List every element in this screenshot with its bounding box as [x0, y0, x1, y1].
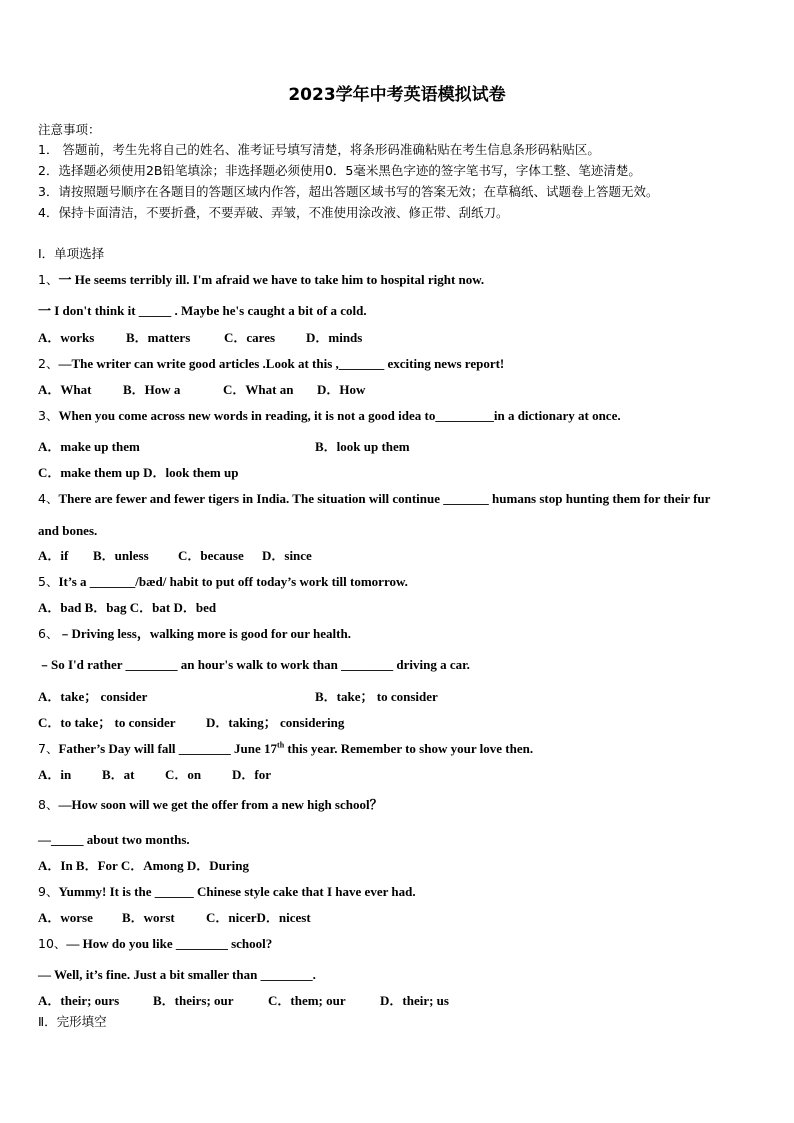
- question-3: [38, 408, 621, 424]
- option-b[interactable]: B．at: [102, 767, 135, 782]
- option-c[interactable]: C．on: [165, 767, 202, 782]
- option-c[interactable]: C．because: [178, 548, 244, 563]
- question-10: [38, 936, 272, 952]
- question-7: [38, 741, 533, 757]
- option-d[interactable]: D．minds: [306, 330, 363, 345]
- question-1: [38, 272, 484, 288]
- question-stem: 一 He seems terribly ill. I'm afraid we have to take him to hospital right now.: [58, 272, 485, 287]
- option-d[interactable]: D．How: [317, 382, 366, 397]
- question-1-line2: 一 I don't think it _____ . Maybe he's caught a bit of a cold.: [38, 303, 367, 318]
- option-a[interactable]: A．in: [38, 767, 72, 782]
- option-b[interactable]: B．theirs; our: [153, 993, 234, 1008]
- question-7-options: [38, 767, 271, 783]
- question-4-options: [38, 548, 312, 564]
- option-d[interactable]: D．since: [262, 548, 312, 563]
- section-heading-cloze: Ⅱ．完形填空: [38, 1014, 107, 1029]
- option-c[interactable]: C．them; our: [268, 993, 346, 1008]
- note-item: 4．保持卡面清洁，不要折叠，不要弄破、弄皱，不准使用涂改液、修正带、刮纸刀。: [38, 205, 509, 220]
- option-b[interactable]: B．unless: [93, 548, 149, 563]
- question-stem: When you come across new words in reading, it is not a good idea to_________in a dictionary at once.: [58, 408, 621, 423]
- question-stem: — How do you like ________ school?: [66, 936, 273, 951]
- question-8-line2: —_____ about two months.: [38, 832, 190, 847]
- question-6: [38, 626, 351, 642]
- question-8-options[interactable]: A．In B．For C．Among D．During: [38, 858, 250, 873]
- option-a[interactable]: A．take； consider: [38, 689, 148, 704]
- question-4: [38, 491, 710, 507]
- option-b[interactable]: B．matters: [126, 330, 191, 345]
- option-d[interactable]: D．for: [232, 767, 271, 782]
- question-number: 4、: [38, 491, 59, 506]
- question-stem-continued: this year. Remember to show your love then.: [284, 741, 534, 756]
- option-b[interactable]: B．worst: [122, 910, 175, 925]
- option-d[interactable]: D．taking； considering: [206, 715, 345, 730]
- question-4-line2: and bones.: [38, 523, 98, 538]
- note-item: 2．选择题必须使用2B铅笔填涂；非选择题必须使用0．5毫米黑色字迹的签字笔书写，字体工整、笔迹清楚。: [38, 163, 641, 178]
- option-c[interactable]: C．cares: [224, 330, 276, 345]
- option-a[interactable]: A．worse: [38, 910, 93, 925]
- question-number: 7、: [38, 741, 59, 756]
- question-stem: ﹣Driving less，walking more is good for our health.: [58, 626, 351, 641]
- question-number: 2、: [38, 356, 59, 371]
- option-b[interactable]: B．take； to consider: [315, 689, 438, 704]
- option-d[interactable]: D．their; us: [380, 993, 449, 1008]
- question-number: 8、: [38, 797, 59, 812]
- question-number: 3、: [38, 408, 59, 423]
- question-5: [38, 574, 408, 590]
- ordinal-suffix: th: [277, 740, 285, 750]
- question-number: 5、: [38, 574, 59, 589]
- question-2: [38, 356, 504, 372]
- question-8: [38, 797, 383, 813]
- note-item: 1． 答题前，考生先将自己的姓名、准考证号填写清楚，将条形码准确粘贴在考生信息条形码粘贴区。: [38, 142, 600, 157]
- option-b[interactable]: B．look up them: [315, 439, 410, 454]
- question-number: 9、: [38, 884, 59, 899]
- question-6-options-row1: [38, 689, 438, 705]
- question-number: 1、: [38, 272, 59, 287]
- option-a[interactable]: A．works: [38, 330, 95, 345]
- note-item: 3．请按照题号顺序在各题目的答题区域内作答，超出答题区域书写的答案无效；在草稿纸、试题卷上答题无效。: [38, 184, 659, 199]
- question-stem: Father’s Day will fall ________ June 17: [58, 741, 278, 756]
- option-c[interactable]: C．What an: [223, 382, 294, 397]
- question-stem: —How soon will we get the offer from a new high school？: [58, 797, 383, 812]
- question-9: [38, 884, 416, 900]
- option-a[interactable]: A．What: [38, 382, 92, 397]
- option-a[interactable]: A．make up them: [38, 439, 140, 454]
- question-number: 10、: [38, 936, 67, 951]
- question-2-options: [38, 382, 365, 398]
- question-6-line2: ﹣So I'd rather ________ an hour's walk to work than ________ driving a car.: [38, 657, 470, 672]
- option-b[interactable]: B．How a: [123, 382, 181, 397]
- question-stem: It’s a _______/bæd/ habit to put off today’s work till tomorrow.: [58, 574, 408, 589]
- question-1-options: [38, 330, 362, 346]
- question-6-options-row2: [38, 715, 344, 731]
- option-c[interactable]: C．to take； to consider: [38, 715, 176, 730]
- question-number: 6、: [38, 626, 59, 641]
- notes-heading: 注意事项：: [38, 122, 101, 137]
- question-stem: There are fewer and fewer tigers in India. The situation will continue _______ humans stop hunting them for their fur: [58, 491, 711, 506]
- question-10-line2: — Well, it’s fine. Just a bit smaller than ________.: [38, 967, 316, 982]
- option-a[interactable]: A．their; ours: [38, 993, 120, 1008]
- question-5-options[interactable]: A．bad B．bag C．bat D．bed: [38, 600, 217, 615]
- section-heading-single-choice: Ⅰ．单项选择: [38, 246, 105, 261]
- question-stem: Yummy! It is the ______ Chinese style cake that I have ever had.: [58, 884, 416, 899]
- page-title: 2023学年中考英语模拟试卷: [288, 85, 506, 105]
- question-10-options: [38, 993, 449, 1009]
- option-a[interactable]: A．if: [38, 548, 69, 563]
- question-3-options-row1: [38, 439, 410, 455]
- question-9-options: [38, 910, 311, 926]
- question-stem: —The writer can write good articles .Look at this ,_______ exciting news report!: [58, 356, 505, 371]
- question-3-options-row2[interactable]: C．make them up D．look them up: [38, 465, 239, 480]
- option-c[interactable]: C．nicerD．nicest: [206, 910, 311, 925]
